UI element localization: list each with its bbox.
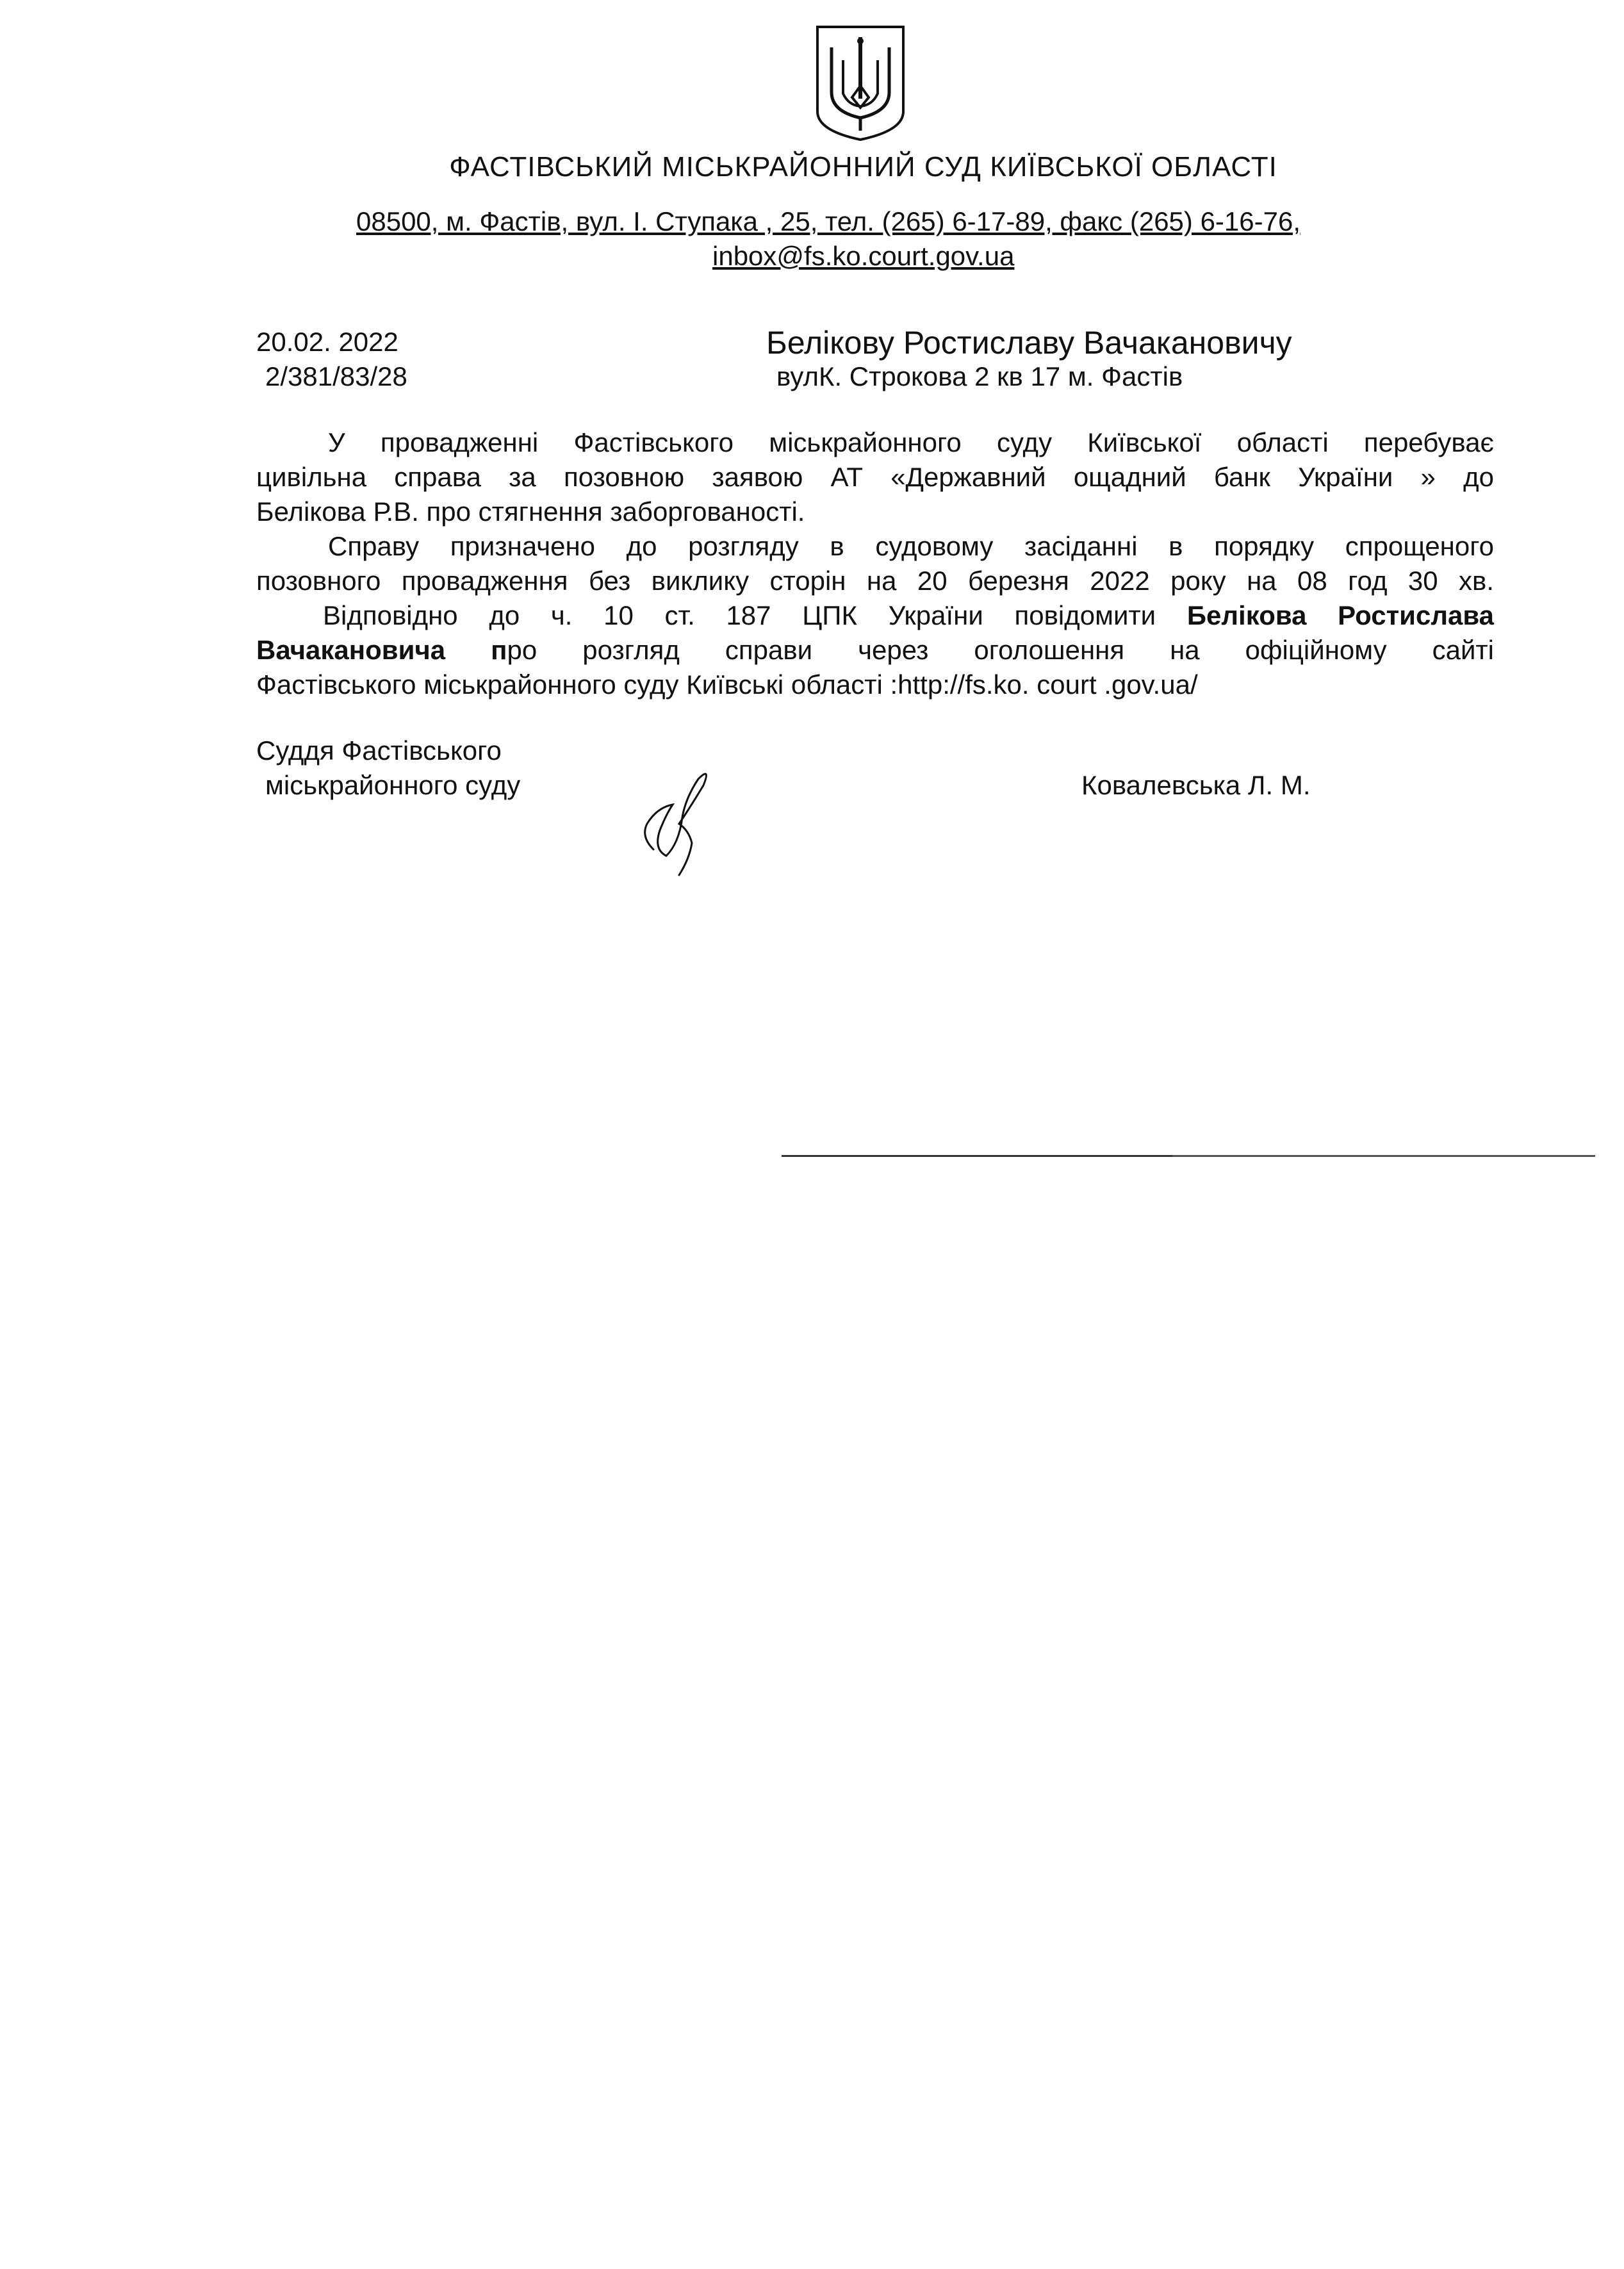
body-line: Белікова Р.В. про стягнення заборгованості. bbox=[256, 496, 805, 527]
letter-body bbox=[256, 425, 1494, 702]
body-line bbox=[256, 598, 1494, 633]
body-line: Справу призначено до розгляду в судовому засіданні в порядку спрощеного bbox=[328, 531, 1494, 561]
body-line: Фастівського міськрайонного суду Київські області :http://fs.ko. court .gov.ua/ bbox=[256, 669, 1198, 700]
registration-number: 2/381/83/28 bbox=[265, 361, 407, 391]
body-text-span: Відповідно до ч. 10 ст. 187 ЦПК України повідомити bbox=[323, 600, 1187, 630]
body-text-span: ро розгляд справи через оголошення на офіційному сайті bbox=[507, 635, 1494, 665]
judge-title-line2: міськрайонного суду bbox=[265, 770, 521, 800]
bold-letter: п bbox=[445, 635, 507, 665]
defendant-name-bold: Белікова Ростислава bbox=[1186, 600, 1494, 630]
body-line: позовного провадження без виклику сторін на 20 березня 2022 року на 08 год 30 хв. bbox=[256, 566, 1494, 596]
body-line: У провадженні Фастівського міськрайонного суду Київської області перебуває bbox=[328, 427, 1494, 457]
recipient-address: вулК. Строкова 2 кв 17 м. Фастів bbox=[776, 361, 1183, 391]
judge-title-line1: Суддя Фастівського bbox=[256, 735, 502, 766]
court-name-heading: ФАСТІВСЬКИЙ МІСЬКРАЙОННИЙ СУД КИЇВСЬКОЇ ОБЛАСТІ bbox=[449, 151, 1277, 183]
recipient-name: Белікову Ростиславу Вачакановичу bbox=[766, 325, 1292, 361]
defendant-patronymic-bold: Вачакановича bbox=[256, 635, 446, 665]
court-address: 08500, м. Фастів, вул. І. Ступака , 25, тел. (265) 6-17-89, факс (265) 6-16-76, bbox=[356, 206, 1300, 236]
trident-coat-of-arms-icon bbox=[812, 22, 908, 147]
judge-name: Ковалевська Л. М. bbox=[1081, 770, 1311, 800]
court-email: inbox@fs.ko.court.gov.ua bbox=[712, 241, 1015, 271]
document-date: 20.02. 2022 bbox=[256, 327, 398, 357]
body-line bbox=[256, 633, 1494, 668]
scan-artifact-line bbox=[1172, 1155, 1595, 1157]
body-line: цивільна справа за позовною заявою АТ «Державний ощадний банк України » до bbox=[256, 462, 1494, 492]
handwritten-signature-icon bbox=[628, 753, 724, 885]
